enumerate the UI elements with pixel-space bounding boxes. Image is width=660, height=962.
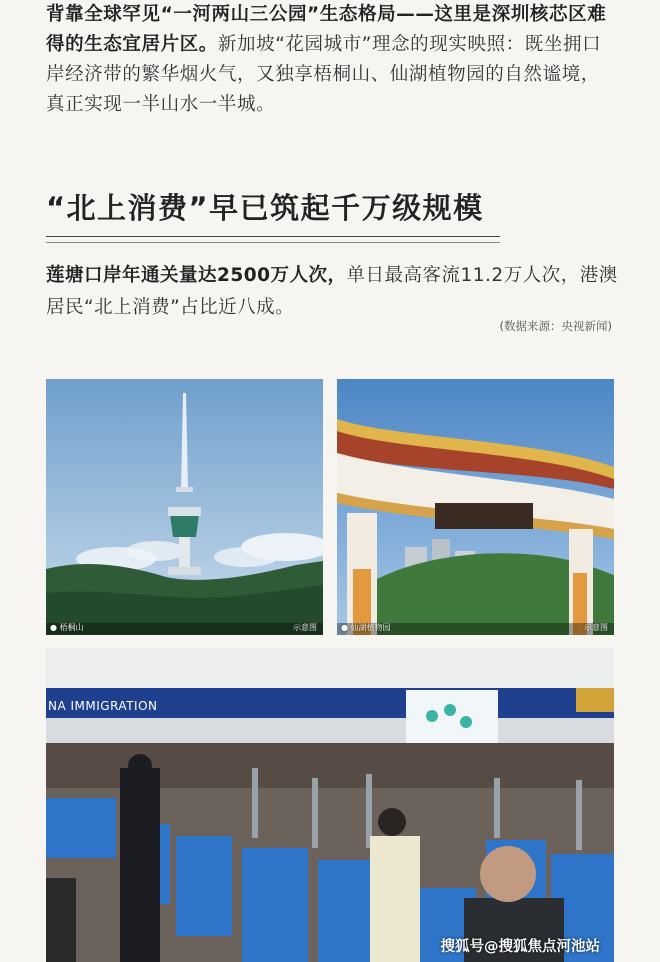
intro-text: 新加坡“花园城市”理念的现实映照：既坐拥口岸经济带的繁华烟火气，又独享梧桐山、仙湖植物园的自然谧境，真正实现一半山水一半城。 bbox=[46, 34, 602, 115]
watermark: 搜狐号@搜狐焦点河池站 bbox=[440, 939, 600, 955]
photo-note: 示意图 bbox=[584, 623, 608, 632]
stats-bold: 莲塘口岸年通关量达2500万人次， bbox=[46, 265, 347, 286]
xianhu-garden-photo bbox=[337, 379, 614, 635]
intro-bold: 背靠全球罕见“一河两山三公园”生态格局——这里是深圳核芯区难得的生态宜居片区。 bbox=[46, 4, 607, 55]
caption-bar bbox=[46, 623, 323, 635]
photo-note: 示意图 bbox=[293, 623, 317, 632]
wutong-mountain-photo bbox=[46, 379, 323, 635]
section-title: “北上消费”早已筑起千万级规模 bbox=[46, 191, 484, 225]
title-underline bbox=[46, 236, 500, 237]
photo-caption: ● 梧桐山 bbox=[50, 623, 84, 632]
stats-text: 单日最高客流11.2万人次，港澳居民“北上消费”占比近八成。 bbox=[46, 265, 618, 318]
immigration-sign: NA IMMIGRATION bbox=[48, 699, 158, 713]
title-underline-thin bbox=[46, 242, 500, 243]
stats-paragraph bbox=[46, 260, 618, 324]
data-source: (数据来源：央视新闻) bbox=[499, 319, 612, 333]
photo-caption: ● 仙湖植物园 bbox=[341, 623, 391, 632]
immigration-hall-photo bbox=[46, 648, 614, 962]
intro-paragraph bbox=[46, 0, 618, 120]
